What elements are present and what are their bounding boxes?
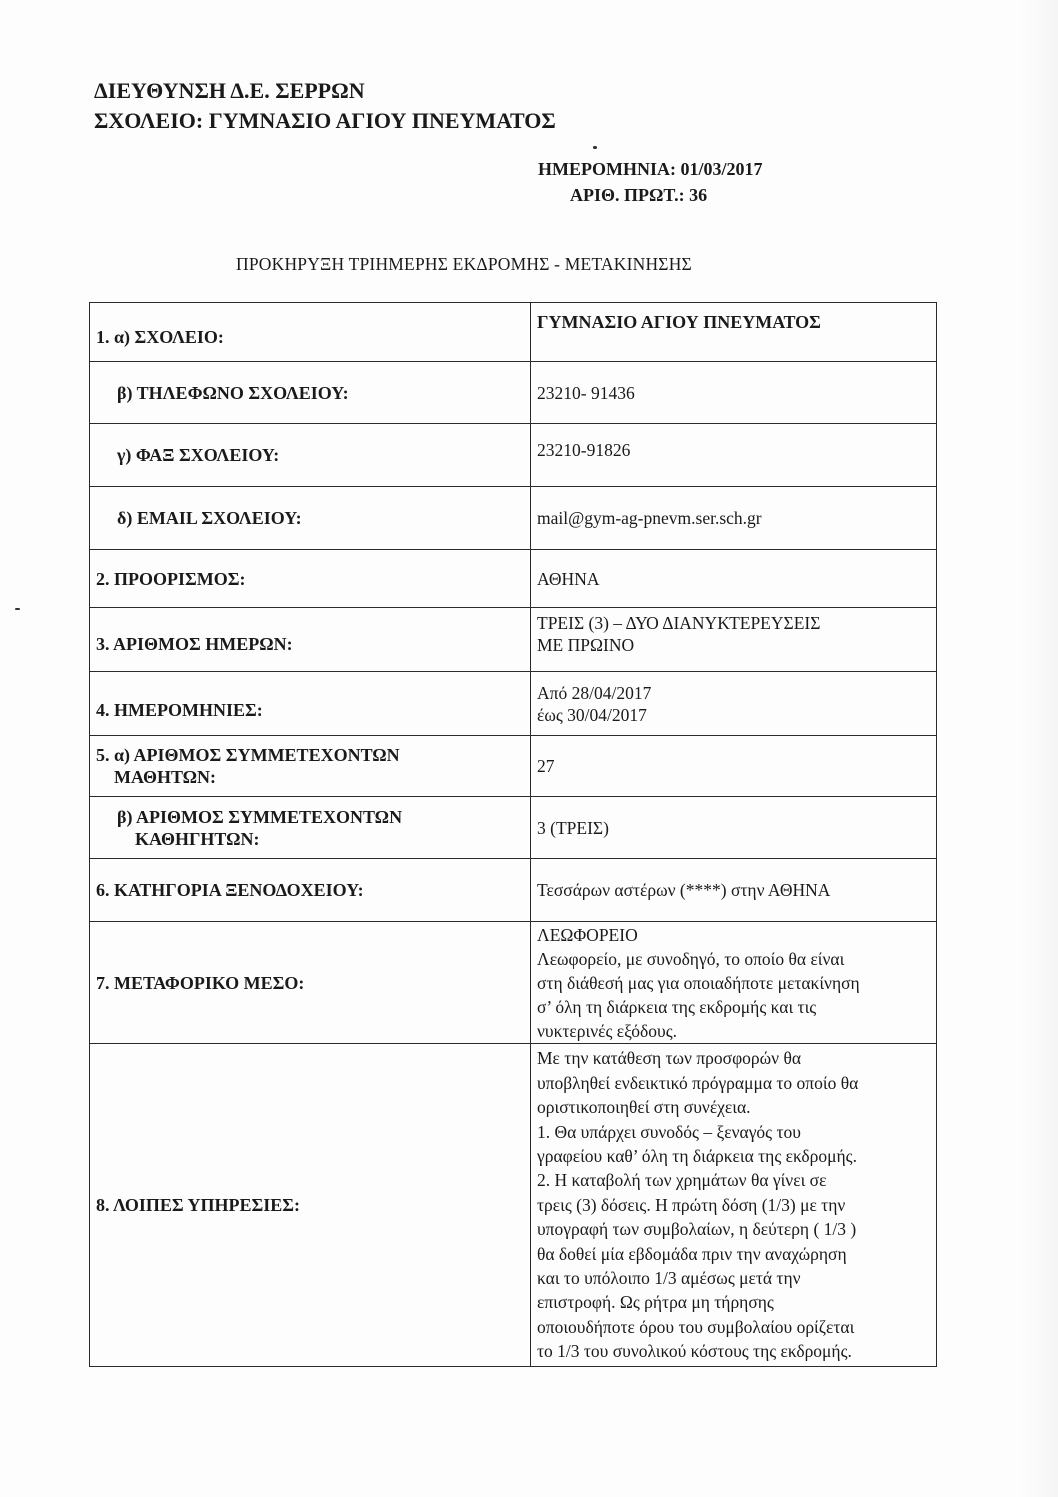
table-row <box>90 303 937 362</box>
school-label: 1. α) ΣΧΟΛΕΙΟ: <box>90 303 531 362</box>
services-line: επιστροφή. Ως ρήτρα μη τήρησης <box>537 1292 774 1313</box>
scan-speck <box>593 146 597 149</box>
transport-value <box>531 922 937 1044</box>
services-line: το 1/3 του συνολικού κόστους της εκδρομής. <box>537 1341 852 1362</box>
dates-to: έως 30/04/2017 <box>537 704 647 725</box>
services-line: γραφείου καθ’ όλη τη διάρκεια της εκδρομής. <box>537 1145 857 1166</box>
students-label <box>90 736 531 797</box>
directorate-line: ΔΙΕΥΘΥΝΣΗ Δ.Ε. ΣΕΡΡΩΝ <box>94 78 365 103</box>
school-value: ΓΥΜΝΑΣΙΟ ΑΓΙΟΥ ΠΝΕΥΜΑΤΟΣ <box>531 303 937 362</box>
document-date: ΗΜΕΡΟΜΗΝΙΑ: 01/03/2017 <box>538 159 763 179</box>
transport-line: Λεωφορείο, με συνοδηγό, το οποίο θα είναι <box>537 948 845 969</box>
scan-speck <box>15 608 20 610</box>
document-meta <box>538 156 762 208</box>
phone-label: β) ΤΗΛΕΦΩΝΟ ΣΧΟΛΕΙΟΥ: <box>90 362 531 424</box>
dates-from: Από 28/04/2017 <box>537 682 652 703</box>
teachers-value: 3 (ΤΡΕΙΣ) <box>531 797 937 859</box>
teachers-label-line: β) ΑΡΙΘΜΟΣ ΣΥΜΜΕΤΕΧΟΝΤΩΝ <box>117 806 403 827</box>
days-value-line: ΤΡΕΙΣ (3) – ΔΥΟ ΔΙΑΝΥΚΤΕΡΕΥΣΕΙΣ <box>537 613 821 633</box>
table-row <box>90 922 937 1044</box>
table-row <box>90 672 937 736</box>
days-value <box>531 608 937 672</box>
email-value: mail@gym-ag-pnevm.ser.sch.gr <box>531 487 937 550</box>
table-row <box>90 362 937 424</box>
fax-value: 23210-91826 <box>531 424 937 487</box>
services-line: οποιουδήποτε όρου του συμβολαίου ορίζεται <box>537 1316 855 1337</box>
transport-line: στη διάθεσή μας για οποιαδήποτε μετακίνηση <box>537 972 860 993</box>
services-line: 1. Θα υπάρχει συνοδός – ξεναγός του <box>537 1121 801 1142</box>
dates-value <box>531 672 937 736</box>
phone-value: 23210- 91436 <box>531 362 937 424</box>
destination-label: 2. ΠΡΟΟΡΙΣΜΟΣ: <box>90 550 531 608</box>
students-value: 27 <box>531 736 937 797</box>
document-header <box>94 76 556 136</box>
table-row <box>90 797 937 859</box>
transport-line: σ’ όλη τη διάρκεια της εκδρομής και τις <box>537 996 817 1017</box>
school-line: ΣΧΟΛΕΙΟ: ΓΥΜΝΑΣΙΟ ΑΓΙΟΥ ΠΝΕΥΜΑΤΟΣ <box>94 108 556 133</box>
teachers-label <box>90 797 531 859</box>
transport-line: ΛΕΩΦΟΡΕΙΟ <box>537 924 638 945</box>
transport-label: 7. ΜΕΤΑΦΟΡΙΚΟ ΜΕΣΟ: <box>90 922 531 1044</box>
students-label-line: 5. α) ΑΡΙΘΜΟΣ ΣΥΜΜΕΤΕΧΟΝΤΩΝ <box>96 745 400 765</box>
dates-label: 4. ΗΜΕΡΟΜΗΝΙΕΣ: <box>90 672 531 736</box>
students-label-line: ΜΑΘΗΤΩΝ: <box>114 767 217 787</box>
teachers-label-line: ΚΑΘΗΓΗΤΩΝ: <box>135 828 260 849</box>
table-row <box>90 1044 937 1367</box>
table-row <box>90 608 937 672</box>
services-line: υπογραφή των συμβολαίων, η δεύτερη ( 1/3 ) <box>537 1219 857 1240</box>
services-line: τρεις (3) δόσεις. Η πρώτη δόση (1/3) με την <box>537 1194 846 1215</box>
fax-label: γ) ΦΑΞ ΣΧΟΛΕΙΟΥ: <box>90 424 531 487</box>
services-line: υποβληθεί ενδεικτικό πρόγραμμα το οποίο θα <box>537 1072 859 1093</box>
services-line: Με την κατάθεση των προσφορών θα <box>537 1048 802 1069</box>
services-line: θα δοθεί μία εβδομάδα πριν την αναχώρηση <box>537 1243 847 1264</box>
table-row <box>90 859 937 922</box>
trip-info-table <box>89 302 937 1367</box>
days-value-line: ΜΕ ΠΡΩΙΝΟ <box>537 635 635 655</box>
protocol-number: ΑΡΙΘ. ΠΡΩΤ.: 36 <box>570 185 708 205</box>
page-edge-shadow <box>1018 0 1058 1497</box>
email-label: δ) EMAIL ΣΧΟΛΕΙΟΥ: <box>90 487 531 550</box>
table-row <box>90 487 937 550</box>
transport-line: νυκτερινές εξόδους. <box>537 1020 677 1041</box>
hotel-value: Τεσσάρων αστέρων (****) στην ΑΘΗΝΑ <box>531 859 937 922</box>
table-row <box>90 424 937 487</box>
hotel-label: 6. ΚΑΤΗΓΟΡΙΑ ΞΕΝΟΔΟΧΕΙΟΥ: <box>90 859 531 922</box>
announcement-title: ΠΡΟΚΗΡΥΞΗ ΤΡΙΗΜΕΡΗΣ ΕΚΔΡΟΜΗΣ - ΜΕΤΑΚΙΝΗΣΗΣ <box>236 254 692 274</box>
services-line: οριστικοποιηθεί στη συνέχεια. <box>537 1097 751 1118</box>
days-label: 3. ΑΡΙΘΜΟΣ ΗΜΕΡΩΝ: <box>90 608 531 672</box>
table-row <box>90 550 937 608</box>
table-row <box>90 736 937 797</box>
services-line: και το υπόλοιπο 1/3 αμέσως μετά την <box>537 1268 801 1289</box>
destination-value: ΑΘΗΝΑ <box>531 550 937 608</box>
services-label: 8. ΛΟΙΠΕΣ ΥΠΗΡΕΣΙΕΣ: <box>90 1044 531 1367</box>
services-line: 2. Η καταβολή των χρημάτων θα γίνει σε <box>537 1170 827 1191</box>
services-value <box>531 1044 937 1367</box>
